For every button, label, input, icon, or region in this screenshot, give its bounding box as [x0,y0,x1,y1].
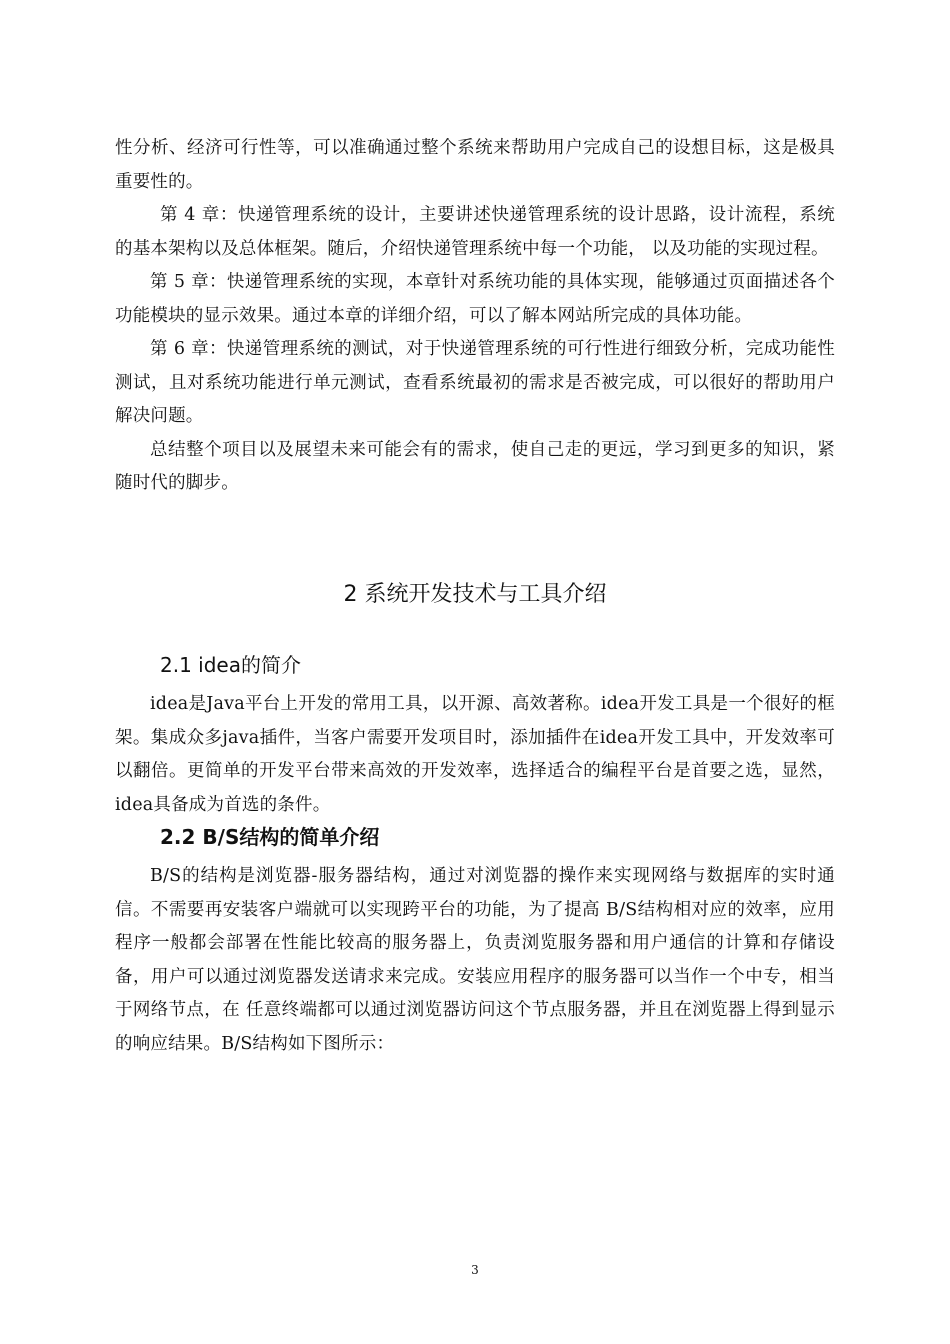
paragraph-chapter-6: 第 6 章：快递管理系统的测试，对于快递管理系统的可行性进行细致分析，完成功能性测试，且对系统功能进行单元测试，查看系统最初的需求是否被完成，可以很好的帮助用户解决问题。 [115,339,835,426]
paragraph-chapter-5: 第 5 章：快递管理系统的实现，本章针对系统功能的具体实现，能够通过页面描述各个功能模块的显示效果。通过本章的详细介绍，可以了解本网站所完成的具体功能。 [115,272,835,326]
section-2-1-text [115,688,835,822]
section-2-1-heading: 2.1 idea的简介 [160,653,301,677]
paragraph-chapter-4: 第 4 章：快递管理系统的设计，主要讲述快递管理系统的设计思路，设计流程，系统的基本架构以及总体框架。随后，介绍快递管理系统中每一个功能， 以及功能的实现过程。 [115,205,835,259]
section-2-2-heading: 2.2 B/S结构的简单介绍 [160,825,380,849]
paragraph-bs-structure: B/S的结构是浏览器-服务器结构，通过对浏览器的操作来实现网络与数据库的实时通信。不需要再安装客户端就可以实现跨平台的功能，为了提高 B/S结构相对应的效率，应用程序一般都会部署在性能比较高的服务器上，负责浏览服务器和用户通信的计算和存储设备，用户可以通过浏览器发送请求来完成。安装应用程序的服务器可以当作一个中专，相当于网络节点，在 任意终端都可以通过浏览器访问这个节点服务器，并且在浏览器上得到显示的响应结果。B/S结构如下图所示： [115,866,835,1054]
paragraph-idea-intro: idea是Java平台上开发的常用工具，以开源、高效著称。idea开发工具是一个很好的框架。集成众多java插件，当客户需要开发项目时，添加插件在idea开发工具中，开发效率可以翻倍。更简单的开发平台带来高效的开发效率，选择适合的编程平台是首要之选，显然，idea具备成为首选的条件。 [115,694,835,815]
section-2-2-text [115,860,835,1061]
paragraph-feasibility-continuation: 性分析、经济可行性等，可以准确通过整个系统来帮助用户完成自己的设想目标，这是极具重要性的。 [115,138,835,192]
page-number: 3 [471,1263,479,1277]
chapter-overview-text [115,132,835,501]
chapter-2-heading: 2 系统开发技术与工具介绍 [343,581,607,607]
paragraph-summary: 总结整个项目以及展望未来可能会有的需求，使自己走的更远，学习到更多的知识，紧随时代的脚步。 [115,439,835,493]
